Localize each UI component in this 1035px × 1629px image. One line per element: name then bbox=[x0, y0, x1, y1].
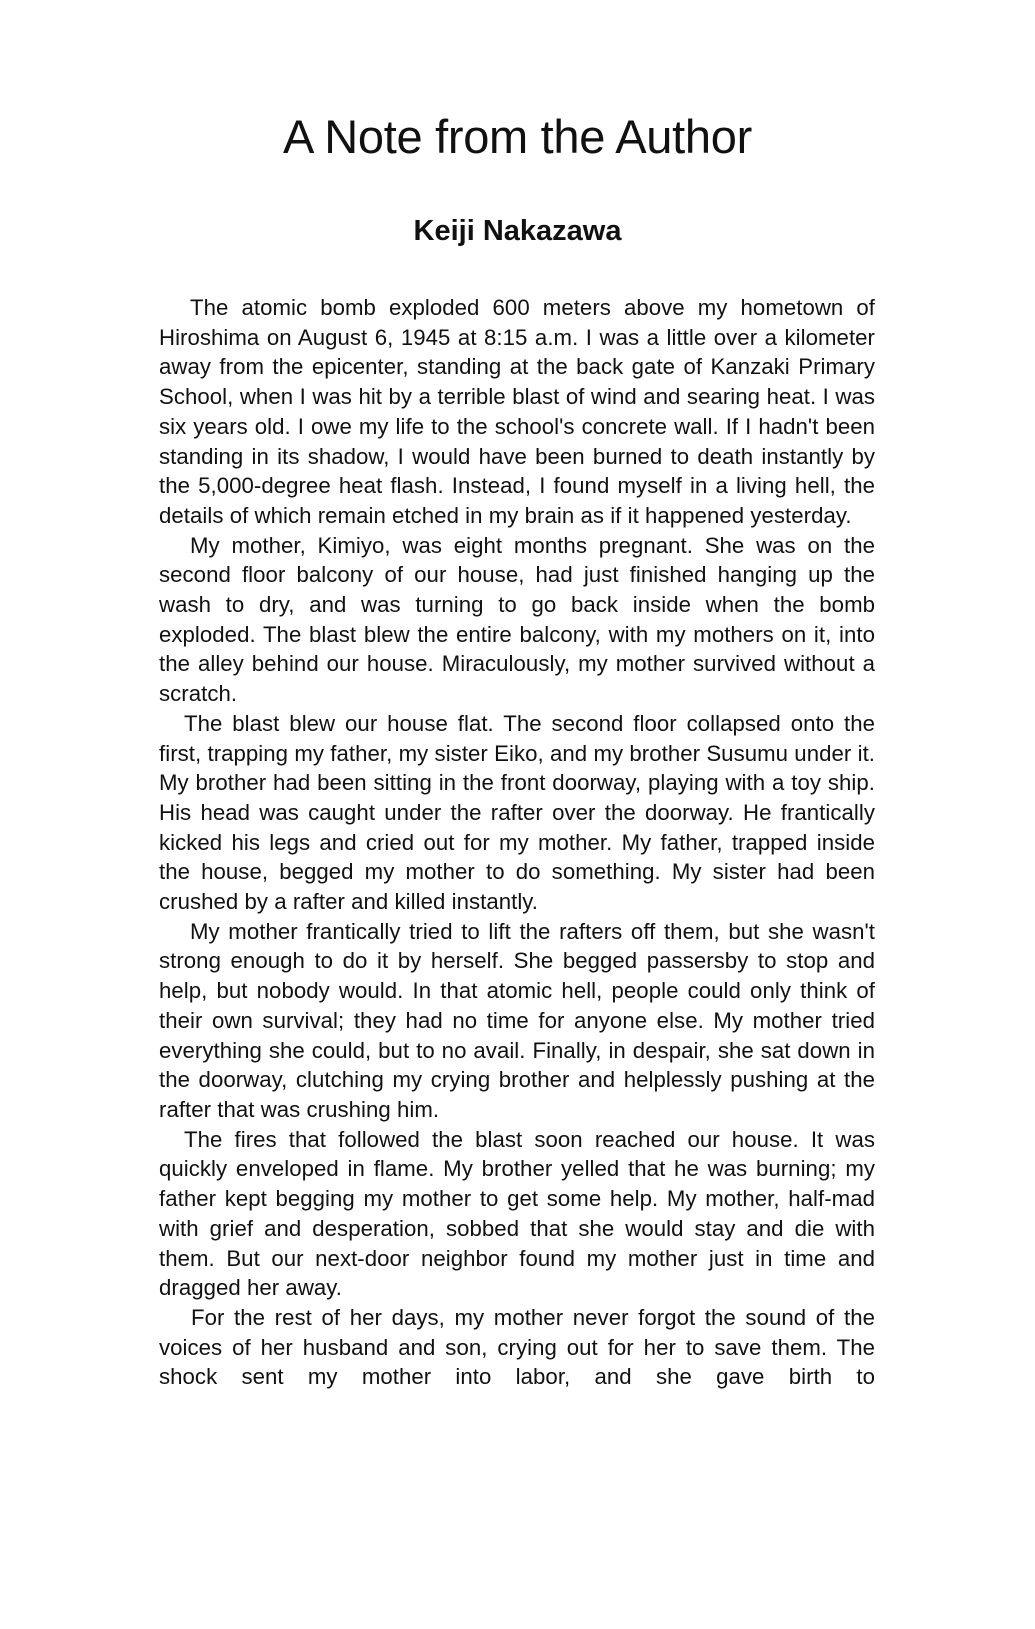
paragraph: For the rest of her days, my mother never forgot the sound of the voices of her husband and son, crying out for her to save them. The shock sent my mother into labor, and she gave birth to bbox=[159, 1304, 875, 1390]
paragraph: My mother frantically tried to lift the rafters off them, but she wasn't strong enough to do it by herself. She begged passersby to stop and help, but nobody would. In that atomic hell, people could only think of their own survival; they had no time for anyone else. My mother tried everything she could, but to no avail. Finally, in despair, she sat down in the doorway, clutching my crying brother and helplessly pushing at the rafter that was crushing him. bbox=[159, 918, 875, 1122]
author-name: Keiji Nakazawa bbox=[413, 215, 622, 247]
body-text bbox=[159, 293, 875, 1392]
paragraph: The atomic bomb exploded 600 meters above my hometown of Hiroshima on August 6, 1945 at 8:15 a.m. I was a little over a kilometer away from the epicenter, standing at the back gate of Kanzaki Primary School, when I was hit by a terrible blast of wind and searing heat. I was six years old. I owe my life to the school's concrete wall. If I hadn't been standing in its shadow, I would have been burned to death instantly by the 5,000-degree heat flash. Instead, I found myself in a living hell, the details of which remain etched in my brain as if it happened yesterday. bbox=[159, 295, 875, 528]
page-title: A Note from the Author bbox=[283, 110, 752, 163]
paragraph: My mother, Kimiyo, was eight months pregnant. She was on the second floor balcony of our house, had just finished hanging up the wash to dry, and was turning to go back inside when the bomb exploded. The blast blew the entire balcony, with my mothers on it, into the alley behind our house. Miraculously, my mother survived without a scratch. bbox=[159, 532, 875, 707]
paragraph: The fires that followed the blast soon reached our house. It was quickly enveloped in flame. My brother yelled that he was burning; my father kept begging my mother to get some help. My mother, half-mad with grief and desperation, sobbed that she would stay and die with them. But our next-door neighbor found my mother just in time and dragged her away. bbox=[159, 1126, 875, 1301]
paragraph: The blast blew our house flat. The second floor collapsed onto the first, trapping my father, my sister Eiko, and my brother Susumu under it. My brother had been sitting in the front doorway, playing with a toy ship. His head was caught under the rafter over the doorway. He frantically kicked his legs and cried out for my mother. My father, trapped inside the house, begged my mother to do something. My sister had been crushed by a rafter and killed instantly. bbox=[159, 710, 875, 915]
